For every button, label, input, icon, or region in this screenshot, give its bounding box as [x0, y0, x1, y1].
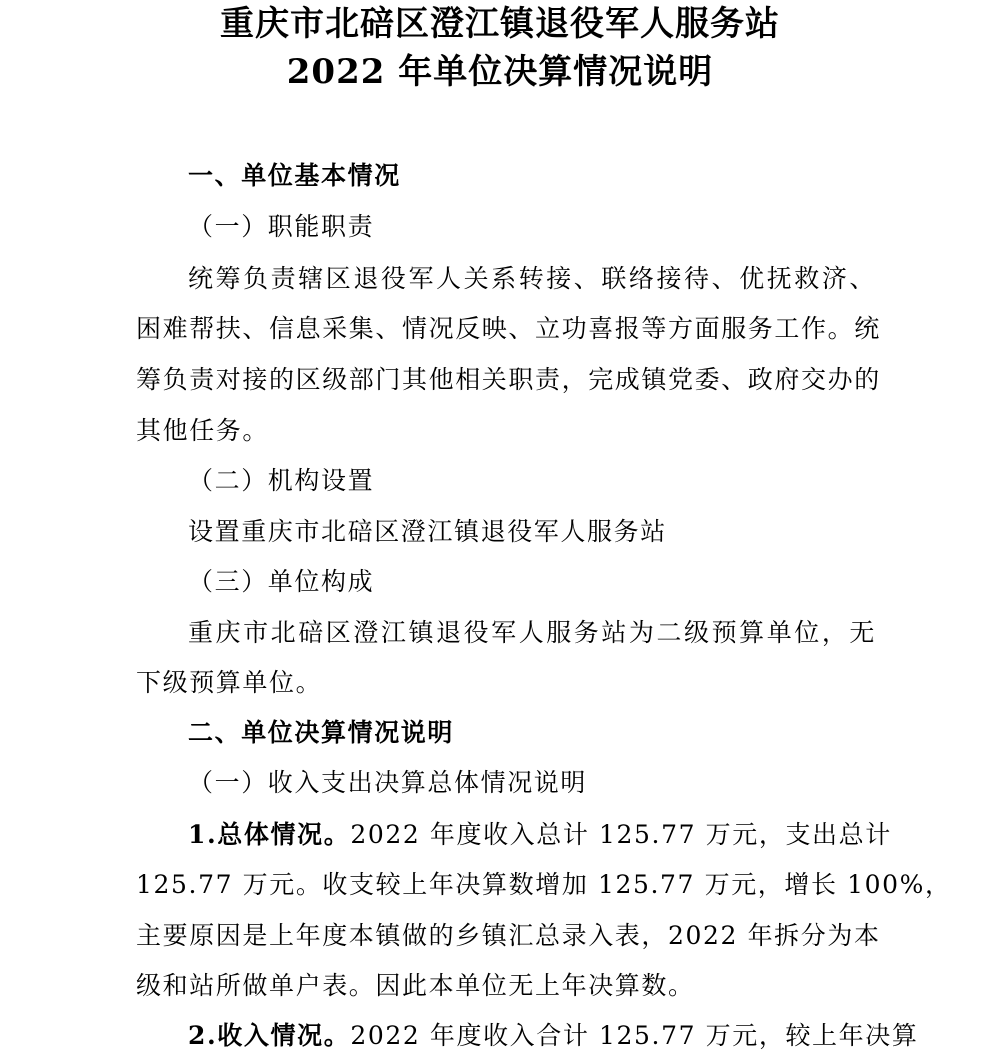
section2-heading: 二、单位决算情况说明	[188, 718, 455, 747]
sub1-heading: （一）职能职责	[188, 212, 375, 241]
document-title-line1: 重庆市北碚区澄江镇退役军人服务站	[220, 4, 780, 44]
income-paragraph-line1	[188, 1020, 919, 1052]
sub1-paragraph-line4: 其他任务。	[136, 416, 270, 445]
overall-paragraph-line4: 级和站所做单户表。因此本单位无上年决算数。	[136, 971, 695, 1000]
sub3-paragraph-line1: 重庆市北碚区澄江镇退役军人服务站为二级预算单位，无	[188, 618, 876, 647]
sub3-paragraph-line2: 下级预算单位。	[136, 668, 323, 697]
overall-paragraph-line2: 125.77 万元。收支较上年决算数增加 125.77 万元，增长 100%，	[136, 870, 952, 899]
overall-lead: 1.总体情况。	[188, 820, 351, 849]
income-lead: 2.收入情况。	[188, 1021, 351, 1050]
overall-paragraph-line3: 主要原因是上年度本镇做的乡镇汇总录入表，2022 年拆分为本	[136, 921, 881, 950]
sub1-paragraph-line3: 筹负责对接的区级部门其他相关职责，完成镇党委、政府交办的	[136, 365, 881, 394]
overall-line1-rest: 2022 年度收入总计 125.77 万元，支出总计	[350, 820, 892, 849]
sub1-paragraph-line1: 统筹负责辖区退役军人关系转接、联络接待、优抚救济、	[188, 264, 876, 293]
sub1-paragraph-line2: 困难帮扶、信息采集、情况反映、立功喜报等方面服务工作。统	[136, 314, 881, 343]
sub2-paragraph-line1: 设置重庆市北碚区澄江镇退役军人服务站	[188, 517, 667, 546]
sec2-sub1-heading: （一）收入支出决算总体情况说明	[188, 768, 588, 797]
sub3-heading: （三）单位构成	[188, 567, 375, 596]
section1-heading: 一、单位基本情况	[188, 161, 401, 190]
income-line1-rest: 2022 年度收入合计 125.77 万元，较上年决算	[350, 1021, 919, 1050]
overall-paragraph-line1	[188, 819, 892, 851]
sub2-heading: （二）机构设置	[188, 466, 375, 495]
document-title-line2: 2022 年单位决算情况说明	[286, 52, 714, 92]
